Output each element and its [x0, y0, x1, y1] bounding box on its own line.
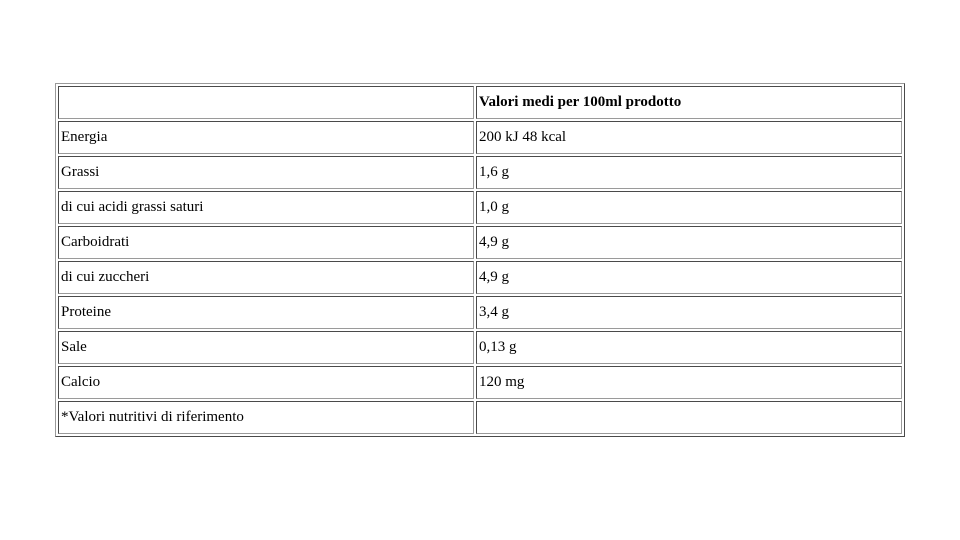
nutrient-label: Sale	[58, 331, 474, 364]
nutrient-label: Carboidrati	[58, 226, 474, 259]
header-value-cell: Valori medi per 100ml prodotto	[476, 86, 902, 119]
table-row	[58, 261, 902, 294]
footnote-value	[476, 401, 902, 434]
nutrient-label: di cui zuccheri	[58, 261, 474, 294]
nutrient-label: Calcio	[58, 366, 474, 399]
table-row	[58, 156, 902, 189]
table-row	[58, 191, 902, 224]
nutrient-value: 0,13 g	[476, 331, 902, 364]
header-label-cell	[58, 86, 474, 119]
nutrient-value: 4,9 g	[476, 261, 902, 294]
table-header-row	[58, 86, 902, 119]
nutrient-value: 120 mg	[476, 366, 902, 399]
nutrient-value: 1,6 g	[476, 156, 902, 189]
nutrient-value: 4,9 g	[476, 226, 902, 259]
table-footnote-row	[58, 401, 902, 434]
table-row	[58, 226, 902, 259]
nutrient-value: 1,0 g	[476, 191, 902, 224]
table-row	[58, 296, 902, 329]
nutrient-value: 200 kJ 48 kcal	[476, 121, 902, 154]
nutrition-table	[55, 83, 905, 437]
nutrient-label: Energia	[58, 121, 474, 154]
table-row	[58, 331, 902, 364]
nutrient-label: Proteine	[58, 296, 474, 329]
footnote-label: *Valori nutritivi di riferimento	[58, 401, 474, 434]
nutrition-table-body	[58, 86, 902, 434]
nutrient-label: Grassi	[58, 156, 474, 189]
table-row	[58, 121, 902, 154]
table-row	[58, 366, 902, 399]
nutrient-label: di cui acidi grassi saturi	[58, 191, 474, 224]
nutrient-value: 3,4 g	[476, 296, 902, 329]
